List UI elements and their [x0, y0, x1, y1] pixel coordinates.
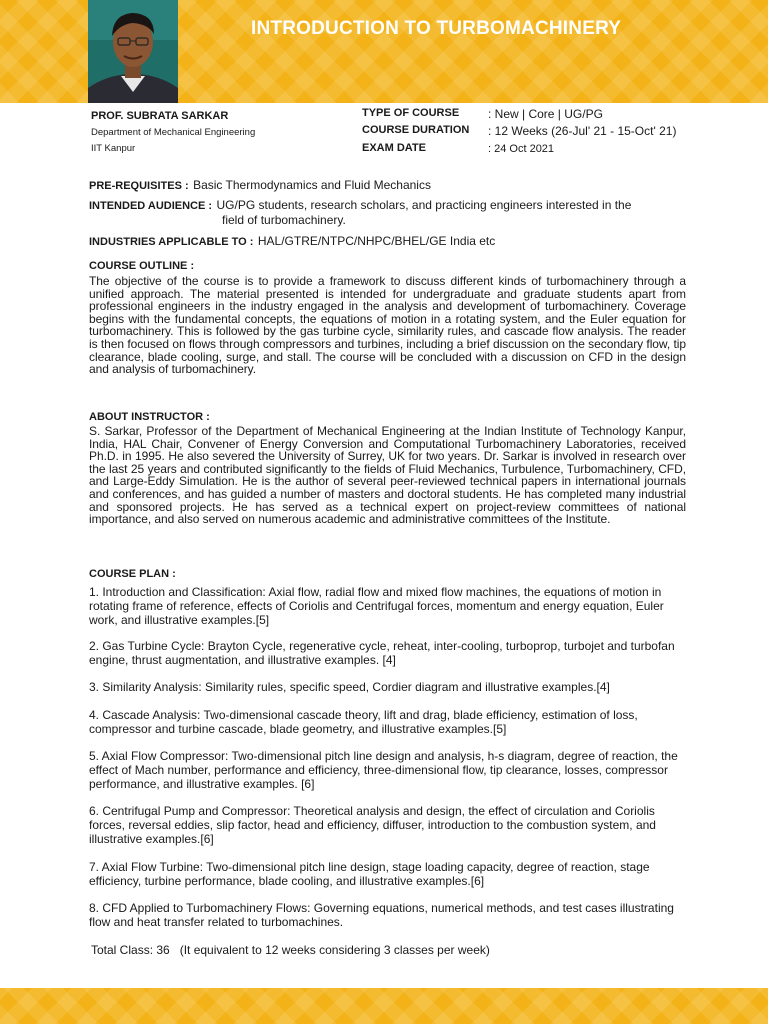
course-duration-value: : 12 Weeks (26-Jul' 21 - 15-Oct' 21)	[488, 124, 677, 138]
plan-item-8: 8. CFD Applied to Turbomachinery Flows: Governing equations, numerical methods, and test cases illustrating flow and heat transfer related to turbomachines.	[89, 901, 674, 930]
prerequisites-value: Basic Thermodynamics and Fluid Mechanics	[193, 178, 431, 192]
exam-date-value: : 24 Oct 2021	[488, 143, 555, 155]
instructor-name: PROF. SUBRATA SARKAR	[91, 110, 229, 122]
exam-date-label: EXAM DATE	[362, 142, 426, 154]
outline-heading: COURSE OUTLINE :	[89, 260, 195, 272]
plan-item-7: 7. Axial Flow Turbine: Two-dimensional pitch line design, stage loading capacity, degree of reaction, stage efficiency, turbine performance, blade cooling, and illustrative examples.[6]	[89, 860, 650, 889]
prerequisites-label: PRE-REQUISITES :	[89, 180, 189, 192]
portrait-image	[88, 0, 178, 103]
audience-value: UG/PG students, research scholars, and practicing engineers interested in the	[216, 198, 632, 212]
about-heading: ABOUT INSTRUCTOR :	[89, 411, 210, 423]
prerequisites-row	[89, 176, 431, 194]
outline-text: The objective of the course is to provide a framework to discuss different kinds of turbomachinery through a unified approach. The material presented is intended for undergraduate and graduate students apart from professional engineers in the industry engaged in the analysis and development of turbomachinery. Coverage begins with the fundamental concepts, the equations of motion in a rotating system, and the Euler equation for turbomachinery. This is followed by the gas turbine cycle, similarity rules, and cascade flow analysis. The reader is then focused on flows through compressors and turbines, including a brief discussion on the secondary flow, tip clearance, blade cooling, surge, and stall. The course will be concluded with a discussion on CFD in the design and analysis of turbomachinery.	[89, 274, 686, 377]
audience-row	[89, 196, 631, 214]
footer-banner	[0, 988, 768, 1024]
instructor-photo	[88, 0, 178, 103]
course-title: INTRODUCTION TO TURBOMACHINERY	[251, 18, 622, 39]
course-type-value: : New | Core | UG/PG	[488, 107, 603, 121]
plan-item-1: 1. Introduction and Classification: Axial flow, radial flow and mixed flow machines, the equations of motion in rotating frame of reference, effects of Coriolis and Centrifugal forces, momentum and energy equation, Euler work, and illustrative examples.[5]	[89, 585, 664, 628]
course-duration-label: COURSE DURATION	[362, 124, 470, 136]
plan-heading: COURSE PLAN :	[89, 568, 176, 580]
plan-item-4: 4. Cascade Analysis: Two-dimensional cascade theory, lift and drag, blade efficiency, estimation of loss, compressor and turbine cascade, blade geometry, and illustrative examples.[5]	[89, 708, 638, 737]
audience-label: INTENDED AUDIENCE :	[89, 200, 213, 212]
instructor-institute: IIT Kanpur	[91, 143, 136, 154]
course-type-label: TYPE OF COURSE	[362, 107, 460, 119]
about-text: S. Sarkar, Professor of the Department of Mechanical Engineering at the Indian Institute of Technology Kanpur, India, HAL Chair, Convener of Energy Conversion and Computational Turbomachinery Laboratories, received Ph.D. in 1995. He also severed the University of Surrey, UK for two years. Dr. Sarkar is involved in research over the last 25 years and contributed significantly to the fields of Fluid Mechanics, Turbulence, Turbomachinery, CFD, and Large-Eddy Simulation. He is the author of several peer-reviewed technical papers in international journals and conferences, and has guided a number of masters and doctoral students. He has completed many industrial and sponsored projects. He has served as a technical expert on project-review committees of national importance, and also served on numerous academic and administrative committees of the Institute.	[89, 424, 686, 527]
industries-label: INDUSTRIES APPLICABLE TO :	[89, 236, 254, 248]
industries-value: HAL/GTRE/NTPC/NHPC/BHEL/GE India etc	[257, 234, 496, 248]
total-classes: Total Class: 36 (It equivalent to 12 weeks considering 3 classes per week)	[91, 943, 490, 957]
instructor-department: Department of Mechanical Engineering	[91, 127, 256, 138]
plan-item-2: 2. Gas Turbine Cycle: Brayton Cycle, regenerative cycle, reheat, inter-cooling, turboprop, turbojet and turbofan engine, thrust augmentation, and illustrative examples. [4]	[89, 639, 675, 668]
audience-value-cont: field of turbomachinery.	[222, 213, 346, 227]
plan-item-5: 5. Axial Flow Compressor: Two-dimensional pitch line design and analysis, h-s diagram, degree of reaction, the effect of Mach number, performance and efficiency, three-dimensional flow, tip clearance, losses, compressor performance, and illustrative examples. [6]	[89, 749, 678, 792]
industries-row	[89, 232, 495, 250]
plan-item-3: 3. Similarity Analysis: Similarity rules, specific speed, Cordier diagram and illustrative examples.[4]	[89, 680, 610, 694]
plan-item-6: 6. Centrifugal Pump and Compressor: Theoretical analysis and design, the effect of circulation and Coriolis forces, reversal eddies, slip factor, head and efficiency, diffuser, introduction to the combustion system, and illustrative examples.[6]	[89, 804, 656, 847]
